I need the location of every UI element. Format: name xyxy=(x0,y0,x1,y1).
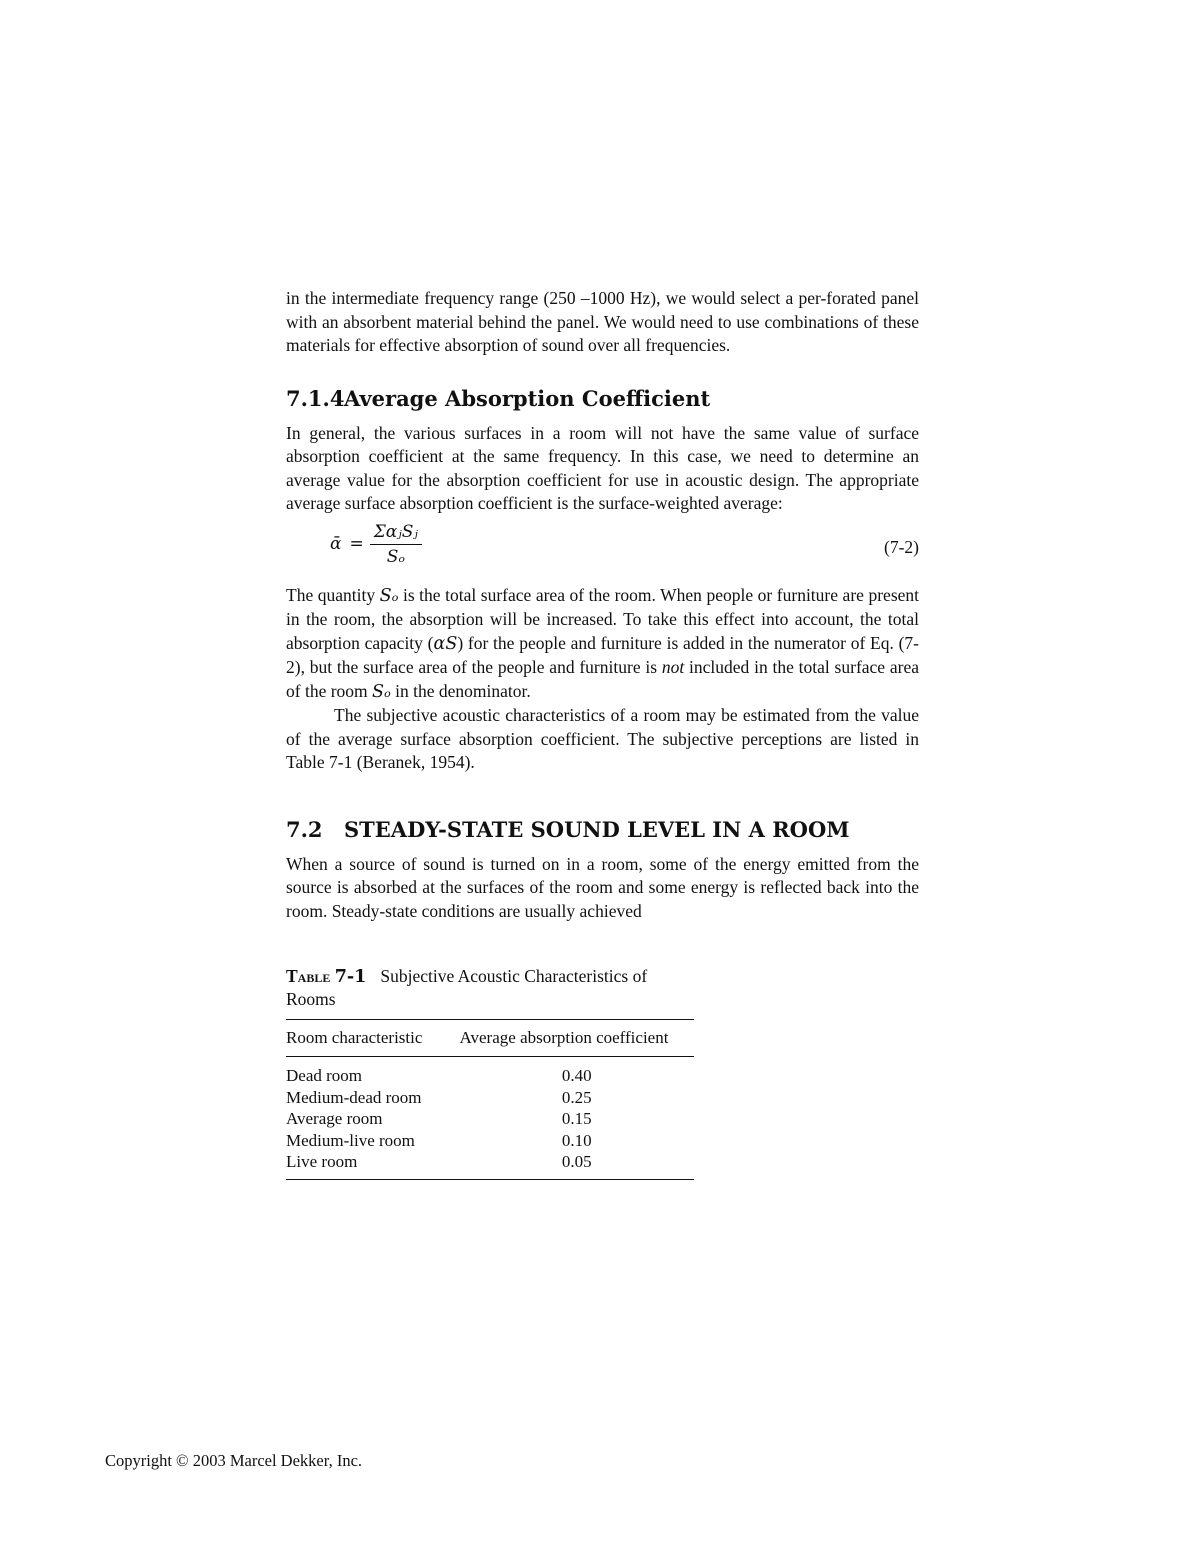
table-cell: 0.05 xyxy=(561,1152,592,1171)
table-caption xyxy=(286,965,694,1010)
table-cell: Average room xyxy=(286,1109,383,1128)
emphasis-not: not xyxy=(661,657,685,677)
section-number: 7.1.4 xyxy=(286,385,345,411)
equation-fraction xyxy=(370,522,422,567)
equation-body xyxy=(330,522,422,567)
text-run: in the denominator. xyxy=(390,680,531,701)
table-cell: 0.40 xyxy=(561,1066,592,1085)
text-run: included in the total surface area of the room xyxy=(286,657,920,701)
paragraph-quantity-so xyxy=(286,584,919,705)
table-caption-text: Subjective Acoustic Characteristics of Rooms xyxy=(286,966,648,1009)
equation-number: (7-2) xyxy=(884,536,919,557)
section-title: Average Absorption Coefficient xyxy=(344,385,711,411)
table-row xyxy=(286,1108,694,1130)
copyright-footer: Copyright © 2003 Marcel Dekker, Inc. xyxy=(105,1451,363,1470)
symbol-so: Sₒ xyxy=(379,585,399,606)
table-header-row xyxy=(286,1020,694,1057)
equation-denominator: Sₒ xyxy=(386,546,405,567)
equation-7-2 xyxy=(286,520,919,578)
text-run: ) for the people and furniture is added in the numerator of Eq. (7-2), but the surface area of the people and furniture is xyxy=(286,632,919,677)
table-row xyxy=(286,1057,694,1087)
table-header-cell: Room characteristic xyxy=(286,1020,438,1057)
section-heading-7-1-4 xyxy=(286,386,919,412)
table-7-1 xyxy=(286,965,694,1180)
paragraph-average-coefficient-intro: In general, the various surfaces in a room will not have the same value of surface absorption coefficient at the same frequency. In this case, we need to determine an average value for the absorption coefficient for use in acoustic design. The appropriate average surface absorption coefficient is the surface-weighted average: xyxy=(286,422,919,513)
table-cell: Medium-live room xyxy=(286,1130,415,1150)
table-label xyxy=(286,966,366,986)
table-row xyxy=(286,1087,694,1109)
table-header-cell: Average absorption coefficient xyxy=(438,1020,695,1057)
table-label-number: 7-1 xyxy=(334,967,367,987)
equation-numerator: ΣαⱼSⱼ xyxy=(370,522,422,545)
text-run: The quantity xyxy=(286,584,380,605)
paragraph-steady-state: When a source of sound is turned on in a room, some of the energy emitted from the source is absorbed at the surfaces of the room and some energy is reflected back into the room. Steady-state conditions are usually achieved xyxy=(286,853,919,921)
section-title: STEADY-STATE SOUND LEVEL IN A ROOM xyxy=(344,816,850,842)
paragraph-subjective-characteristics: The subjective acoustic characteristics of a room may be estimated from the value of the average surface absorption coefficient. The subjective perceptions are listed in Table 7-1 (Beranek, 1954). xyxy=(286,705,919,772)
absorption-table xyxy=(286,1019,694,1180)
page-content xyxy=(286,287,919,1180)
paragraph-continued: in the intermediate frequency range (250 –1000 Hz), we would select a per-forated panel with an absorbent material behind the panel. We would need to use combinations of these materials for effective absorption of sound over all frequencies. xyxy=(286,288,919,355)
symbol-so: Sₒ xyxy=(372,681,391,702)
table-row xyxy=(286,1151,694,1179)
table-cell: Live room xyxy=(286,1152,358,1171)
table-cell: Dead room xyxy=(286,1066,363,1085)
equation-equals: = xyxy=(349,534,364,554)
table-label-word: Table xyxy=(286,966,331,986)
section-heading-7-2 xyxy=(286,817,919,843)
table-row xyxy=(286,1130,694,1152)
table-cell: 0.10 xyxy=(561,1130,592,1150)
table-cell: Medium-dead room xyxy=(286,1087,422,1107)
table-cell: 0.25 xyxy=(561,1087,592,1107)
symbol-alpha-s: αS xyxy=(433,633,458,654)
equation-lhs: ᾱ xyxy=(330,534,342,554)
table-cell: 0.15 xyxy=(561,1109,592,1128)
text-run: is the total surface area of the room. When people or furniture are present in the room, the absorption will be increased. To take this effect into account, the total absorption capacity ( xyxy=(286,584,920,653)
section-number: 7.2 xyxy=(286,816,323,842)
